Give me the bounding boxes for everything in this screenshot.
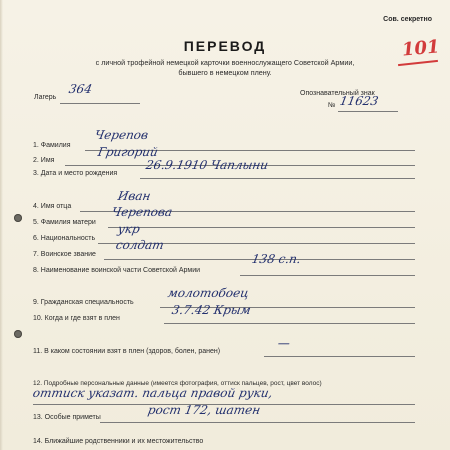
camp-value: 364 [67,82,94,96]
field-13-value: рост 172, шатен [146,403,262,417]
camp-label: Лагерь [34,94,57,101]
field-14-label: 14. Ближайшие родственники и их местожительство [33,438,204,445]
field-9-label: 9. Гражданская специальность [33,299,134,306]
field-6-value: укр [116,222,142,236]
document-subtitle [0,58,450,78]
field-13-label: 13. Особые приметы [33,414,101,421]
field-11-line [264,356,415,357]
field-6-label: 6. Национальность [33,235,96,242]
field-7-value: солдат [114,238,165,252]
field-10-label: 10. Когда и где взят в плен [33,315,120,322]
field-4-label: 4. Имя отца [33,203,72,210]
field-10-value: 3.7.42 Крым [170,303,252,317]
field-3-line [140,178,415,179]
field-10-line [164,323,415,324]
hole-punch-upper [14,214,22,222]
tag-value: 11623 [338,94,380,108]
camp-line [60,103,140,104]
field-12-value: оттиск указат. пальца правой руки, [31,386,274,400]
field-11-value: — [276,336,292,350]
field-2-label: 2. Имя [33,157,55,164]
field-5-line [108,227,415,228]
field-1-value: Черепов [93,128,150,142]
red-number-annotation: 101 [401,36,441,61]
hole-punch-lower [14,330,22,338]
field-3-label: 3. Дата и место рождения [33,170,118,177]
field-3-value: 26.9.1910 Чаплыни [144,158,270,172]
tag-label: Опознавательный знак [300,90,375,97]
field-13-line [100,422,415,423]
field-1-label: 1. Фамилия [33,142,71,149]
field-8-value: 138 с.п. [250,252,303,266]
field-7-label: 7. Воинское звание [33,251,96,258]
field-8-line [240,275,415,276]
tag-prefix: № [328,102,336,109]
field-9-value: молотобоец [166,286,250,300]
classification-mark: Сов. секретно [383,16,432,23]
field-2-value: Григорий [96,145,160,159]
field-8-label: 8. Наименование воинской части Советской Армии [33,267,201,274]
field-4-value: Иван [116,189,152,203]
field-11-label: 11. В каком состоянии взят в плен (здоров, болен, ранен) [33,348,221,355]
subtitle-line-1: с личной трофейной немецкой карточки военнослужащего Советской Армии, [95,58,355,67]
field-12-label: 12. Подробные персональные данные (имеется фотография, оттиск пальцев, рост, цвет волос) [33,380,322,387]
subtitle-line-2: бывшего в немецком плену. [178,68,272,77]
tag-line [338,111,398,112]
field-5-label: 5. Фамилия матери [33,219,96,226]
field-5-value: Черепова [110,205,174,219]
document-title: ПЕРЕВОД [183,38,267,54]
